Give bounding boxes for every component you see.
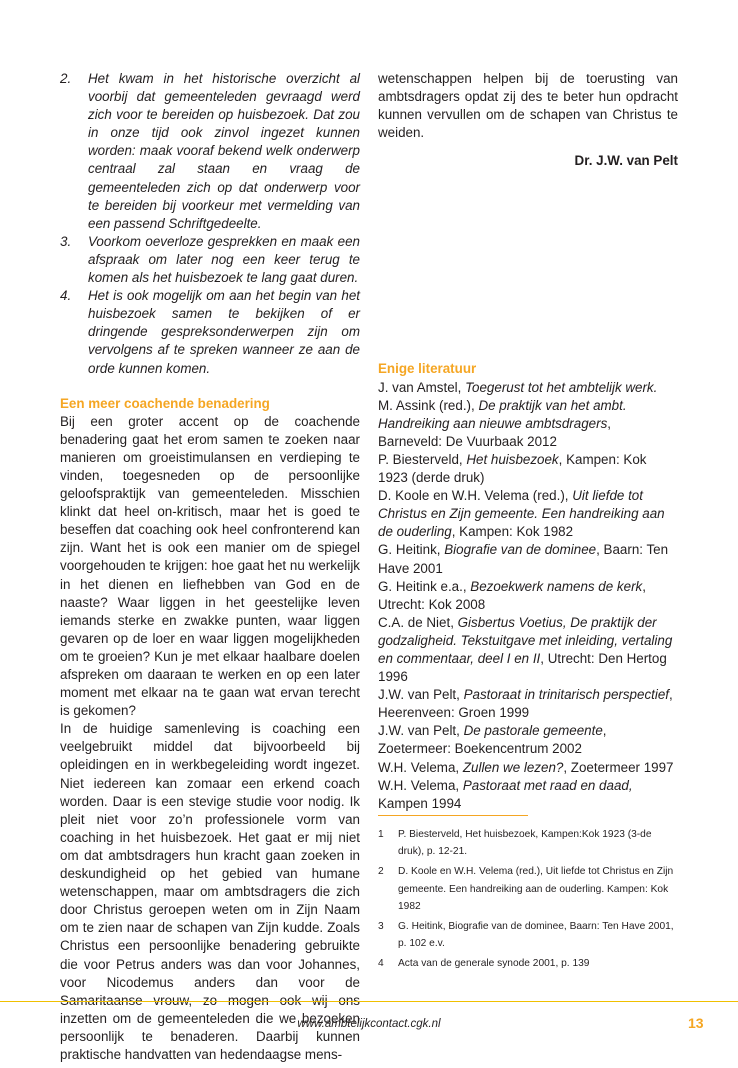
literature-list — [378, 379, 678, 813]
literature-item: J.W. van Pelt, Pastoraat in trinitarisch perspectief, Heerenveen: Groen 1999 — [378, 687, 673, 721]
body-paragraph: In de huidige samenleving is coaching een veelgebruikt middel dat bijvoorbeeld bij opleidingen en in werkbegeleiding wordt ingezet. Niet iedereen kan zomaar een erkend coach worden. Daar is een stevige studie voor nodig. Ik pleit niet voor zo’n professionele vorm van coaching in het huisbezoek. Het gaat er mij niet om dat ambtsdragers hun kracht gaan zoeken in deskundigheid op het gebied van humane wetenschappen, maar om ambtsdragers die zich door Christus geroepen weten om in Zijn Naam om te zien naar de schapen van Zijn kudde. Zoals Christus een persoonlijke benadering gebruikte die voor Petrus anders was dan voor Johannes, voor Nicodemus anders dan voor de Samaritaanse vrouw, zo mogen ook wij ons inzetten om de gemeenteleden die we bezoeken persoonlijk te benaderen. Daarbij kunnen praktische handvatten van hedendaagse mens- — [60, 721, 360, 1062]
body-paragraph: wetenschappen helpen bij de toerusting van ambtsdragers opdat zij des te beter hun opdracht kunnen vervullen om de schapen van Christus te weiden. — [378, 71, 678, 141]
author-signature: Dr. J.W. van Pelt — [574, 153, 678, 169]
literature-item: M. Assink (red.), De praktijk van het ambt. Handreiking aan nieuwe ambtsdragers, Barneveld: De Vuurbaak 2012 — [378, 397, 627, 449]
literature-item: C.A. de Niet, Gisbertus Voetius, De praktijk der godzaligheid. Tekstuitgave met inleiding, vertaling en commentaar, deel I en II, Utrecht: Den Hertog 1996 — [378, 614, 673, 685]
list-text: Het is ook mogelijk om aan het begin van het huisbezoek samen te bekijken of er dringende gespreksonderwerpen zijn om vervolgens af te spreken wanneer ze aan de orde kunnen komen. — [88, 288, 360, 376]
literature-item: P. Biesterveld, Het huisbezoek, Kampen: Kok 1923 (derde druk) — [378, 451, 647, 486]
list-item — [60, 233, 360, 287]
list-text: Voorkom oeverloze gesprekken en maak een afspraak om later nog een keer terug te komen als het huisbezoek te lang gaat duren. — [88, 233, 360, 286]
literature-item: W.H. Velema, Pastoraat met raad en daad, Kampen 1994 — [378, 777, 633, 811]
footer-url: www.ambtelijkcontact.cgk.nl — [297, 1018, 441, 1030]
page-number: 13 — [688, 1015, 704, 1031]
footnote: 1 P. Biesterveld, Het huisbezoek, Kampen:Kok 1923 (3-de druk), p. 12-21. — [378, 829, 652, 858]
footnotes-list — [378, 826, 678, 973]
literature-item: J.W. van Pelt, De pastorale gemeente, Zoetermeer: Boekencentrum 2002 — [378, 723, 607, 757]
tips-list — [60, 70, 360, 378]
literature-heading: Enige literatuur — [378, 361, 477, 377]
right-column — [378, 70, 678, 813]
footnote: 2 D. Koole en W.H. Velema (red.), Uit liefde tot Christus en Zijn gemeente. Een handreiking aan de ouderling. Kampen: Kok 1982 — [378, 866, 674, 912]
list-item — [60, 287, 360, 377]
literature-item: W.H. Velema, Zullen we lezen?, Zoetermeer 1997 — [378, 759, 674, 775]
footnote: 4 Acta van de generale synode 2001, p. 139 — [378, 958, 590, 970]
section-heading: Een meer coachende benadering — [60, 395, 270, 411]
list-number: 4. — [60, 288, 72, 304]
literature-item: D. Koole en W.H. Velema (red.), Uit liefde tot Christus en Zijn gemeente. Een handreiking aan de ouderling, Kampen: Kok 1982 — [378, 488, 665, 540]
literature-item: G. Heitink e.a., Bezoekwerk namens de kerk, Utrecht: Kok 2008 — [378, 578, 646, 612]
literature-item: G. Heitink, Biografie van de dominee, Baarn: Ten Have 2001 — [378, 542, 669, 576]
body-paragraph: Bij een groter accent op de coachende benadering gaat het erom samen te zoeken naar manieren om groeistimulansen en verdieping te vinden, toegesneden op de persoonlijke geloofspraktijk van gemeenteleden. Misschien klinkt dat heel on-kritisch, maar het is goed te beseffen dat coaching ook heel confronterend kan zijn. Want het is ook een manier om de spiegel voorgehouden te krijgen: hoe gaat het nu werkelijk in het dienen en liefhebben van God en de naaste? Waar liggen in het geestelijke leven iemands sterke en zwakke punten, waar liggen gevaren op de loer en waar liggen mogelijkheden om te groeien? Kun je met elkaar haalbare doelen afspreken om daaraan te werken en op een later moment met elkaar na te gaan wat ervan terecht is gekomen? — [60, 413, 360, 719]
footnote: 3 G. Heitink, Biografie van de dominee, Baarn: Ten Have 2001, p. 102 e.v. — [378, 921, 674, 950]
literature-item: J. van Amstel, Toegerust tot het ambtelijk werk. — [378, 379, 658, 395]
footer-divider — [0, 1001, 738, 1002]
list-number: 2. — [60, 71, 72, 86]
list-text: Het kwam in het historische overzicht al voorbij dat gemeenteleden gevraagd werd zich voor te bereiden op huisbezoek. Dat zou in onze tijd ook zinvol ingezet kunnen worden: maak vooraf bekend welk onderwerp centraal zal staan en vraag de gemeenteleden zich op dat onderwerp voor te bereiden bij voorkeur met vermelding van een passend Schriftgedeelte. — [88, 71, 360, 231]
footnotes-section — [378, 815, 678, 976]
footnote-divider — [378, 815, 528, 816]
list-item — [60, 70, 360, 233]
left-column — [60, 70, 360, 1064]
list-number: 3. — [60, 233, 72, 249]
